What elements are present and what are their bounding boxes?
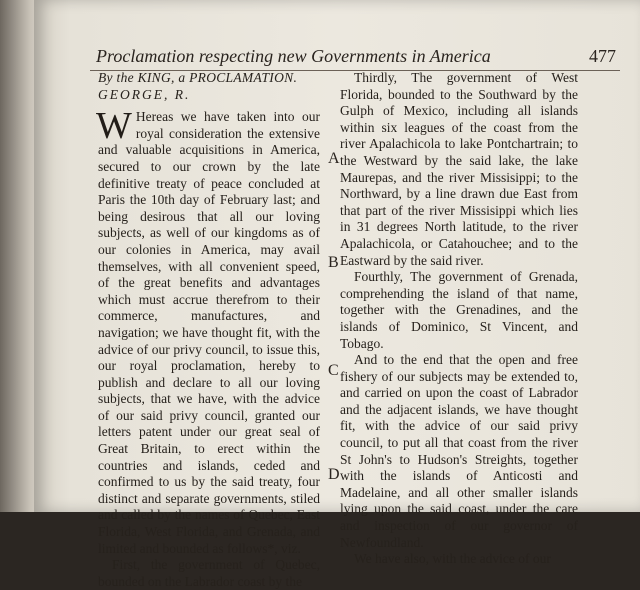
- proclamation-byline: By the KING, a PROCLAMATION.: [98, 70, 298, 85]
- margin-mark-b: B: [328, 254, 339, 271]
- margin-mark-d: D: [328, 466, 340, 483]
- paragraph-text: Hereas we have taken into our royal consideration the extensive and valuable acquisitions in America, secured to our crown by the late definitive treaty of peace concluded at Paris the 10th day of February last; and being desirous that all our loving subjects, as well of our kingdoms as of our colonies in America, may avail themselves, with all convenient speed, of the great benefits and advantages which must accrue therefrom to their commerce, manufactures, and navigation; we have thought fit, with the advice of our privy council, to issue this, our royal proclamation, hereby to publish and declare to all our loving subjects, that we have, with the advice of our said privy council, granted our letters patent under our great seal of Great Britain, to erect within the countries and islands, ceded and confirmed to us by the said treaty, four distinct and separate governments, stiled and called by the names of Quebec, East Florida, West Florida, and Grenada, and limited and bounded as follows*, viz.: [98, 109, 320, 556]
- drop-cap: W: [96, 105, 132, 148]
- final-paragraph: We have also, with the advice of our: [354, 551, 551, 567]
- right-column: [340, 70, 578, 568]
- proclamation-signer: GEORGE, R.: [98, 86, 191, 102]
- left-column: [98, 70, 320, 590]
- newspaper-page: [34, 0, 640, 589]
- margin-mark-c: C: [328, 362, 339, 379]
- grenada-paragraph: Fourthly, The government of Grenada, comprehending the island of that name, together with the Grenadines, and the islands of Dominico, St Vincent, and Tobago.: [340, 269, 578, 351]
- page-header: [96, 46, 616, 67]
- margin-mark-a: A: [328, 150, 340, 167]
- page-number: 477: [589, 46, 616, 66]
- west-florida-paragraph: Thirdly, The government of West Florida, bounded to the Southward by the Gulph of Mexico, including all islands within six leagues of the coast from the river Apalachicola to lake Pontchartrain; to the Westward by the said lake, the lake Maurepas, and the river Missisippi; to the Northward, by a line drawn due East from that part of the river Missisippi which lies in 31 degrees North latitude, to the river Apalachicola, or Catahouchee; and to the Eastward by the said river.: [340, 70, 578, 268]
- proclamation-paragraph: [96, 105, 320, 557]
- quebec-paragraph: First, the government of Quebec, bounded on the Labrador coast by the: [98, 557, 320, 589]
- page-title: Proclamation respecting new Governments in America: [96, 46, 491, 66]
- fishery-paragraph: And to the end that the open and free fishery of our subjects may be extended to, and carried on upon the coast of Labrador and the adjacent islands, we have thought fit, with the advice of our said privy council, to put all that coast from the river St John's to Hudson's Streights, together with the islands of Anticosti and Madelaine, and all other smaller islands lying upon the said coast, under the care and inspection of our governor of Newfoundland.: [340, 352, 578, 550]
